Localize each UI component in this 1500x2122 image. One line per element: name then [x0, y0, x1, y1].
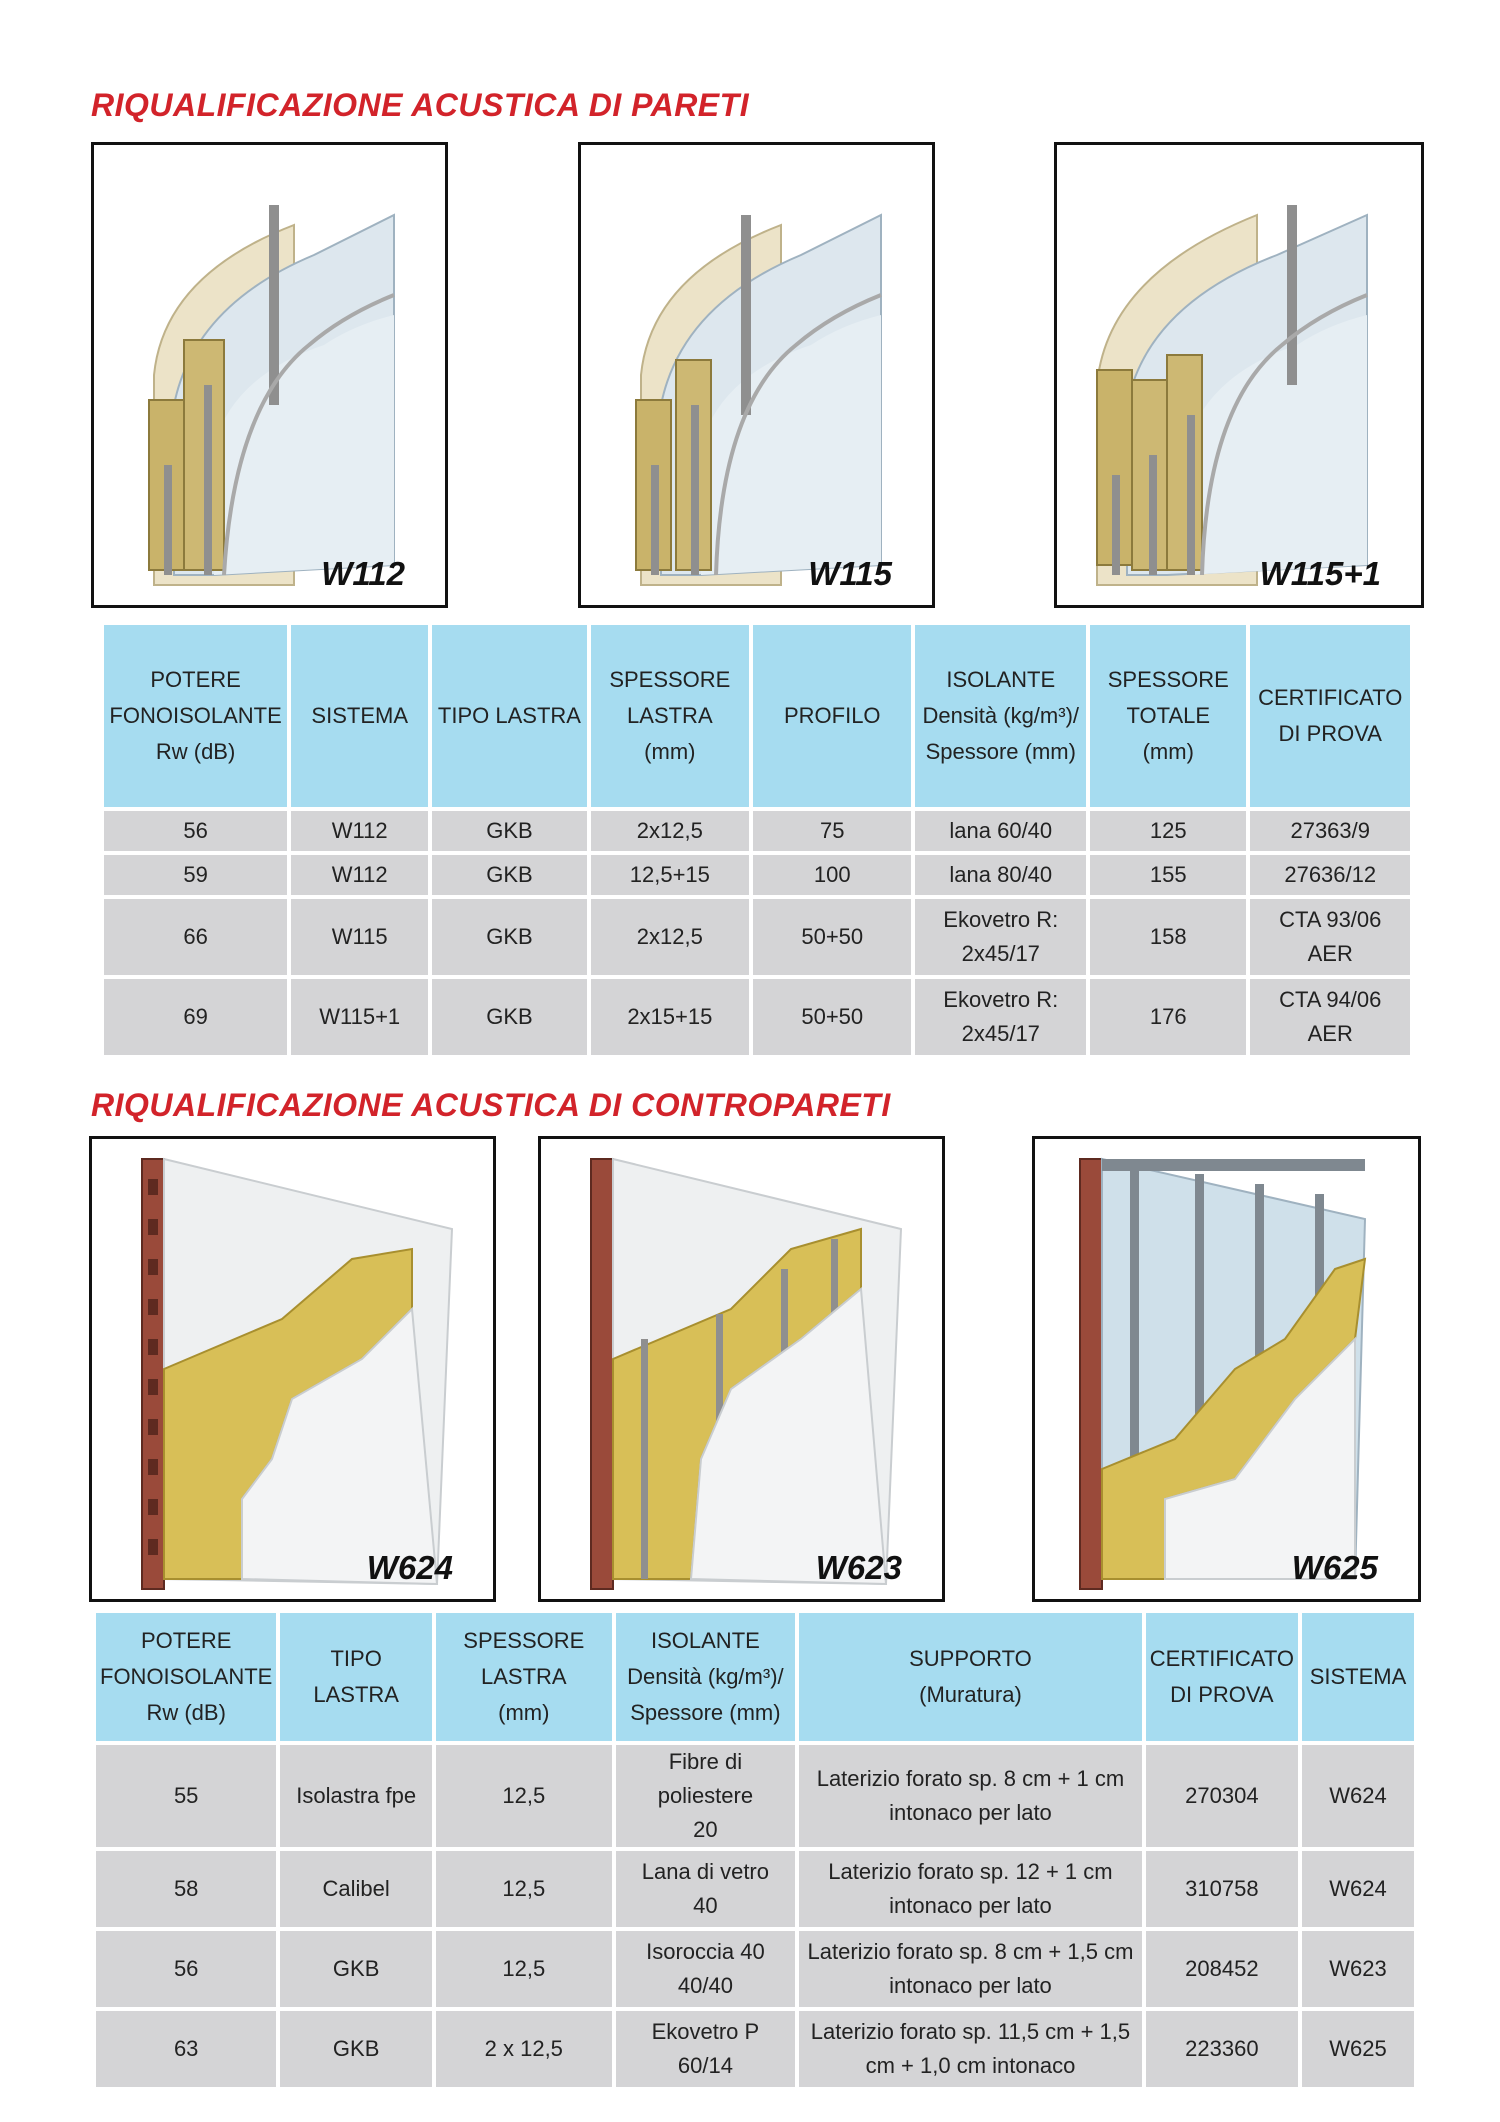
cell-sistema: W112	[291, 855, 428, 895]
panel-code: W624	[366, 1549, 453, 1586]
header-tipo-lastra: TIPO LASTRA	[432, 625, 586, 807]
cell-profilo: 75	[753, 811, 911, 851]
wall-diagram	[92, 1139, 493, 1599]
header-potere: POTERE FONOISOLANTE Rw (dB)	[96, 1613, 276, 1741]
cell-certificato: CTA 93/06 AER	[1250, 899, 1410, 975]
cell-isolante: lana 80/40	[915, 855, 1086, 895]
cell-certificato: CTA 94/06 AER	[1250, 979, 1410, 1055]
cell-spessore-lastra: 2x12,5	[591, 899, 749, 975]
cell-sistema: W623	[1302, 1931, 1414, 2007]
cell-rw: 58	[96, 1851, 276, 1927]
cell-isolante: Isoroccia 40 40/40	[616, 1931, 796, 2007]
header-spessore-totale: SPESSORE TOTALE (mm)	[1090, 625, 1246, 807]
cell-certificato: 310758	[1146, 1851, 1298, 1927]
table-row	[104, 979, 1410, 1055]
cell-spessore-lastra: 12,5	[436, 1745, 612, 1847]
header-supporto: SUPPORTO (Muratura)	[799, 1613, 1142, 1741]
cell-isolante: Fibre di poliestere 20	[616, 1745, 796, 1847]
cell-supporto: Laterizio forato sp. 11,5 cm + 1,5 cm + 1,0 cm intonaco	[799, 2011, 1142, 2087]
wall-illustration-w623	[538, 1136, 945, 1602]
cell-sistema: W625	[1302, 2011, 1414, 2087]
table-row	[104, 855, 1410, 895]
table-row	[96, 1851, 1414, 1927]
cell-spessore-totale: 158	[1090, 899, 1246, 975]
cell-rw: 59	[104, 855, 287, 895]
cell-sistema: W115+1	[291, 979, 428, 1055]
header-isolante: ISOLANTE Densità (kg/m³)/ Spessore (mm)	[616, 1613, 796, 1741]
cell-spessore-totale: 125	[1090, 811, 1246, 851]
cell-certificato: 208452	[1146, 1931, 1298, 2007]
cell-certificato: 27636/12	[1250, 855, 1410, 895]
cell-spessore-lastra: 12,5	[436, 1931, 612, 2007]
panel-code: W115+1	[1259, 555, 1381, 592]
table-row	[96, 1931, 1414, 2007]
wall-illustration-w625	[1032, 1136, 1421, 1602]
table-row	[96, 2011, 1414, 2087]
cell-tipo-lastra: GKB	[432, 811, 586, 851]
section-title-contropareti: RIQUALIFICAZIONE ACUSTICA DI CONTROPARETI	[91, 1087, 891, 1123]
table-header-row	[104, 625, 1410, 807]
wall-illustration-w115plus1	[1054, 142, 1424, 608]
cell-supporto: Laterizio forato sp. 8 cm + 1,5 cm intonaco per lato	[799, 1931, 1142, 2007]
cell-tipo-lastra: GKB	[280, 1931, 432, 2007]
header-tipo-lastra: TIPO LASTRA	[280, 1613, 432, 1741]
wall-illustration-w624	[89, 1136, 496, 1602]
header-spessore-lastra: SPESSORE LASTRA (mm)	[591, 625, 749, 807]
cell-rw: 56	[104, 811, 287, 851]
cell-spessore-lastra: 12,5	[436, 1851, 612, 1927]
table-row	[96, 1745, 1414, 1847]
table-header-row	[96, 1613, 1414, 1741]
cell-supporto: Laterizio forato sp. 12 + 1 cm intonaco per lato	[799, 1851, 1142, 1927]
cell-spessore-totale: 176	[1090, 979, 1246, 1055]
cell-profilo: 100	[753, 855, 911, 895]
cell-sistema: W115	[291, 899, 428, 975]
table-row	[104, 899, 1410, 975]
panel-code: W625	[1291, 1549, 1378, 1586]
wall-illustration-w115	[578, 142, 935, 608]
wall-diagram	[541, 1139, 942, 1599]
cell-certificato: 270304	[1146, 1745, 1298, 1847]
header-certificato: CERTIFICATO DI PROVA	[1250, 625, 1410, 807]
cell-tipo-lastra: GKB	[280, 2011, 432, 2087]
header-isolante: ISOLANTE Densità (kg/m³)/ Spessore (mm)	[915, 625, 1086, 807]
wall-diagram	[581, 145, 932, 605]
header-spessore-lastra: SPESSORE LASTRA (mm)	[436, 1613, 612, 1741]
wall-illustration-w112	[91, 142, 448, 608]
cell-rw: 63	[96, 2011, 276, 2087]
wall-diagram	[1057, 145, 1421, 605]
cell-profilo: 50+50	[753, 979, 911, 1055]
cell-spessore-lastra: 12,5+15	[591, 855, 749, 895]
cell-certificato: 27363/9	[1250, 811, 1410, 851]
header-sistema: SISTEMA	[1302, 1613, 1414, 1741]
panel-code: W623	[815, 1549, 902, 1586]
cell-tipo-lastra: GKB	[432, 855, 586, 895]
cell-isolante: Ekovetro R: 2x45/17	[915, 979, 1086, 1055]
cell-tipo-lastra: GKB	[432, 899, 586, 975]
header-profilo: PROFILO	[753, 625, 911, 807]
panel-code: W115	[808, 555, 892, 592]
table-row	[104, 811, 1410, 851]
cell-spessore-totale: 155	[1090, 855, 1246, 895]
header-potere: POTERE FONOISOLANTE Rw (dB)	[104, 625, 287, 807]
cell-tipo-lastra: Isolastra fpe	[280, 1745, 432, 1847]
cell-certificato: 223360	[1146, 2011, 1298, 2087]
cell-spessore-lastra: 2 x 12,5	[436, 2011, 612, 2087]
cell-rw: 56	[96, 1931, 276, 2007]
wall-diagram	[1035, 1139, 1418, 1599]
cell-spessore-lastra: 2x12,5	[591, 811, 749, 851]
cell-sistema: W624	[1302, 1745, 1414, 1847]
cell-isolante: Ekovetro P 60/14	[616, 2011, 796, 2087]
cell-tipo-lastra: Calibel	[280, 1851, 432, 1927]
wall-diagram	[94, 145, 445, 605]
cell-sistema: W112	[291, 811, 428, 851]
cell-tipo-lastra: GKB	[432, 979, 586, 1055]
cell-rw: 55	[96, 1745, 276, 1847]
cell-isolante: Lana di vetro 40	[616, 1851, 796, 1927]
header-certificato: CERTIFICATO DI PROVA	[1146, 1613, 1298, 1741]
cell-spessore-lastra: 2x15+15	[591, 979, 749, 1055]
cell-profilo: 50+50	[753, 899, 911, 975]
section-title-pareti: RIQUALIFICAZIONE ACUSTICA DI PARETI	[91, 87, 750, 123]
cell-sistema: W624	[1302, 1851, 1414, 1927]
spec-table-pareti	[100, 621, 1414, 1059]
header-sistema: SISTEMA	[291, 625, 428, 807]
spec-table-contropareti	[92, 1609, 1418, 2091]
cell-isolante: lana 60/40	[915, 811, 1086, 851]
cell-rw: 69	[104, 979, 287, 1055]
cell-rw: 66	[104, 899, 287, 975]
panel-code: W112	[321, 555, 405, 592]
cell-supporto: Laterizio forato sp. 8 cm + 1 cm intonaco per lato	[799, 1745, 1142, 1847]
cell-isolante: Ekovetro R: 2x45/17	[915, 899, 1086, 975]
